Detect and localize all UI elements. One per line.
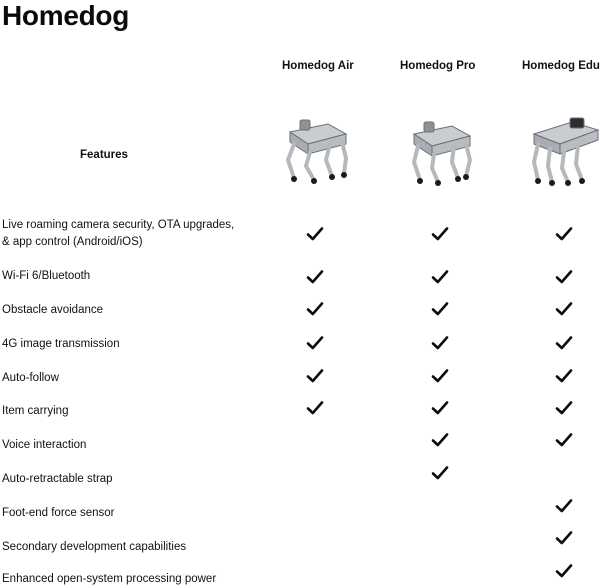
feature-label: [2, 302, 103, 319]
feature-label-line: Obstacle avoidance: [2, 304, 104, 316]
feature-label-line: Voice interaction: [2, 439, 87, 451]
checkmark-icon: [431, 335, 451, 351]
checkmark-icon: [431, 368, 451, 384]
checkmark-icon: [431, 400, 451, 416]
feature-label: [2, 403, 68, 420]
robot-dog-image-air: [280, 110, 354, 190]
checkmark-icon: [555, 226, 575, 242]
feature-label-line: Secondary development capabilities: [2, 541, 187, 553]
column-header-air: Homedog Air: [282, 60, 354, 72]
feature-label: [2, 437, 86, 454]
checkmark-icon: [306, 269, 326, 285]
checkmark-icon: [555, 335, 575, 351]
checkmark-icon: [306, 400, 326, 416]
feature-label-line: & app control (Android/iOS): [2, 236, 143, 248]
feature-label: [2, 268, 90, 285]
robot-dog-image-edu: [526, 110, 600, 190]
checkmark-icon: [431, 269, 451, 285]
page-title: Homedog: [2, 0, 130, 31]
checkmark-icon: [431, 465, 451, 481]
checkmark-icon: [306, 301, 326, 317]
feature-label-line: Wi-Fi 6/Bluetooth: [2, 270, 91, 282]
feature-label: [2, 539, 186, 556]
checkmark-icon: [431, 432, 451, 448]
column-header-pro: Homedog Pro: [400, 60, 476, 72]
feature-label: [2, 217, 234, 251]
column-header-edu: Homedog Edu: [522, 60, 600, 72]
feature-label: [2, 370, 59, 387]
checkmark-icon: [306, 226, 326, 242]
checkmark-icon: [431, 301, 451, 317]
feature-label: [2, 505, 115, 522]
checkmark-icon: [555, 563, 575, 579]
checkmark-icon: [431, 226, 451, 242]
feature-label: [2, 471, 113, 488]
feature-label-line: Item carrying: [2, 405, 69, 417]
robot-dog-image-pro: [404, 110, 478, 190]
feature-label-line: Enhanced open-system processing power: [2, 573, 217, 585]
checkmark-icon: [306, 368, 326, 384]
checkmark-icon: [555, 498, 575, 514]
checkmark-icon: [555, 432, 575, 448]
checkmark-icon: [555, 530, 575, 546]
checkmark-icon: [555, 301, 575, 317]
checkmark-icon: [555, 400, 575, 416]
checkmark-icon: [555, 269, 575, 285]
checkmark-icon: [555, 368, 575, 384]
feature-label-line: Auto-retractable strap: [2, 473, 113, 485]
features-header: Features: [80, 149, 128, 161]
feature-label-line: Auto-follow: [2, 372, 59, 384]
checkmark-icon: [306, 335, 326, 351]
feature-label: [2, 336, 120, 353]
feature-label-line: Foot-end force sensor: [2, 507, 115, 519]
feature-label-line: 4G image transmission: [2, 338, 120, 350]
feature-label-line: Live roaming camera security, OTA upgrades,: [2, 219, 235, 231]
